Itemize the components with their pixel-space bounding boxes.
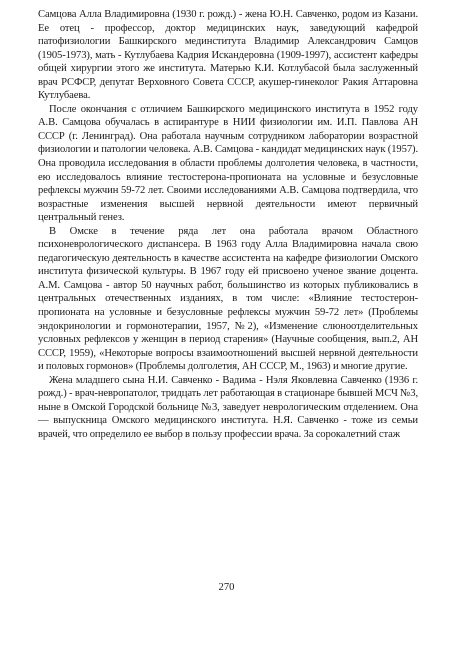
paragraph-omsk-work: В Омске в течение ряда лет она работала врачом Областного психоневрологического диспансера. В 1963 году Алла Владимировна начала свою педагогическую деятельность в качестве ассистента на кафедре физиологии Омского института физической культуры. В 1967 году ей присвоено ученое звание доцента. А.М. Самцова - автор 50 научных работ, большинство из которых публиковались в центральных отечественных изданиях, в том числе: «Влияние тестостерон-пропионата на условные и безусловные рефлексы мужчин 59-72 лет» (Проблемы эндокринологии и гормонотерапии, 1957, №2), «Изменение слюноотделительных условных рефлексов у женщин в период старения» (Научные сообщения, вып.2, АН СССР, 1959), «Некоторые вопросы взаимоотношений высшей нервной деятельности и половых гормонов» (Проблемы долголетия, АН СССР, М., 1963) и многие другие. — [38, 225, 418, 373]
document-page — [38, 8, 418, 442]
paragraph-samtsova-bio: Самцова Алла Владимировна (1930 г. рожд.) - жена Ю.Н. Савченко, родом из Казани. Ее отец - профессор, доктор медицинских наук, заведующий кафедрой патофизиологии Башкирского мединститута Владимир Александрович Самцов (1905-1973), мать - Кутлубаева Кадрия Искандеровна (1909-1997), ассистент кафедры общей хирургии этого же института. Матерью К.И. Котлубасой была заслуженный врач РСФСР, депутат Верховного Совета СССР, акушер-гинеколог Ракия Аттаровна Кутлубаева. — [38, 9, 418, 102]
page-number: 270 — [218, 582, 235, 593]
paragraph-aspirantura: После окончания с отличием Башкирского медицинского института в 1952 году А.В. Самцова обучалась в аспирантуре в НИИ физиологии им. И.П. Павлова АН СССР (г. Ленинград). Она работала научным сотрудником лаборатории возрастной физиологии и патологии человека. А.В. Самцова - кандидат медицинских наук (1957). Она проводила исследования в области проблемы долголетия человека, в частности, ею исследовалось влияние тестостерона-пропионата на условные и безусловные рефлексы мужчин 59-72 лет. Своими исследованиями А.В. Самцова подтвердила, что возрастные изменения высшей нервной деятельности имеют первичный центральный генез. — [38, 103, 418, 224]
paragraph-nelya-savchenko: Жена младшего сына Н.И. Савченко - Вадима - Нэля Яковлевна Савченко (1936 г. рожд.) - врач-невропатолог, тридцать лет работающая в стационаре бывшей МСЧ №3, ныне в Омской Городской больнице №3, заведует неврологическим отделением. Она — выпускница Омского медицинского института. Н.Я. Савченко - тоже из семьи врачей, что определило ее выбор в пользу профессии врача. За сорокалетний стаж — [38, 374, 418, 440]
